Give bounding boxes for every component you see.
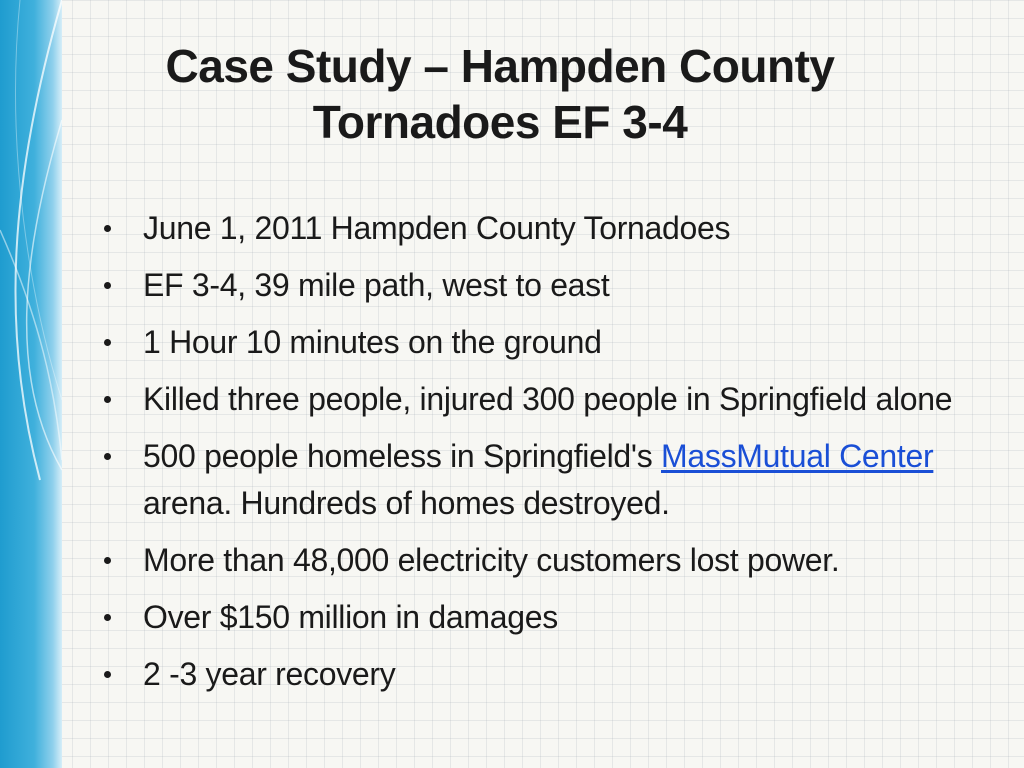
- bullet-dot-icon: [104, 671, 111, 678]
- slide-title-line-2: Tornadoes EF 3-4: [312, 96, 688, 148]
- bullet-text: June 1, 2011 Hampden County Tornadoes: [143, 210, 731, 246]
- slide-title-line-1: Case Study – Hampden County: [165, 40, 835, 92]
- decorative-side-band: [0, 0, 62, 768]
- bullet-dot-icon: [104, 339, 111, 346]
- bullet-item: [100, 205, 1000, 252]
- bullet-dot-icon: [104, 614, 111, 621]
- bullet-text: Killed three people, injured 300 people in Springfield alone: [143, 381, 953, 417]
- bullet-text: 1 Hour 10 minutes on the ground: [143, 324, 602, 360]
- bullet-dot-icon: [104, 453, 111, 460]
- bullet-text: 2 -3 year recovery: [143, 656, 396, 692]
- bullet-text-suffix: arena. Hundreds of homes destroyed.: [143, 485, 670, 521]
- bullet-item: [100, 319, 1000, 366]
- bullet-item: [100, 651, 1000, 698]
- massmutual-center-link[interactable]: MassMutual Center: [661, 438, 934, 474]
- bullet-text: EF 3-4, 39 mile path, west to east: [143, 267, 610, 303]
- bullet-dot-icon: [104, 282, 111, 289]
- bullet-text: More than 48,000 electricity customers lost power.: [143, 542, 840, 578]
- bullet-dot-icon: [104, 557, 111, 564]
- bullet-dot-icon: [104, 396, 111, 403]
- bullet-text-prefix: 500 people homeless in Springfield's: [143, 438, 662, 474]
- bullet-item: [100, 262, 1000, 309]
- bullet-dot-icon: [104, 225, 111, 232]
- bullet-item: [100, 594, 1000, 641]
- slide-title: [110, 38, 890, 150]
- bullet-text: Over $150 million in damages: [143, 599, 558, 635]
- swoosh-lines-graphic: [0, 0, 62, 768]
- bullet-item: [100, 376, 1000, 423]
- bullet-item: [100, 537, 1000, 584]
- bullet-item: [100, 433, 1000, 527]
- bullet-list: [100, 205, 1000, 708]
